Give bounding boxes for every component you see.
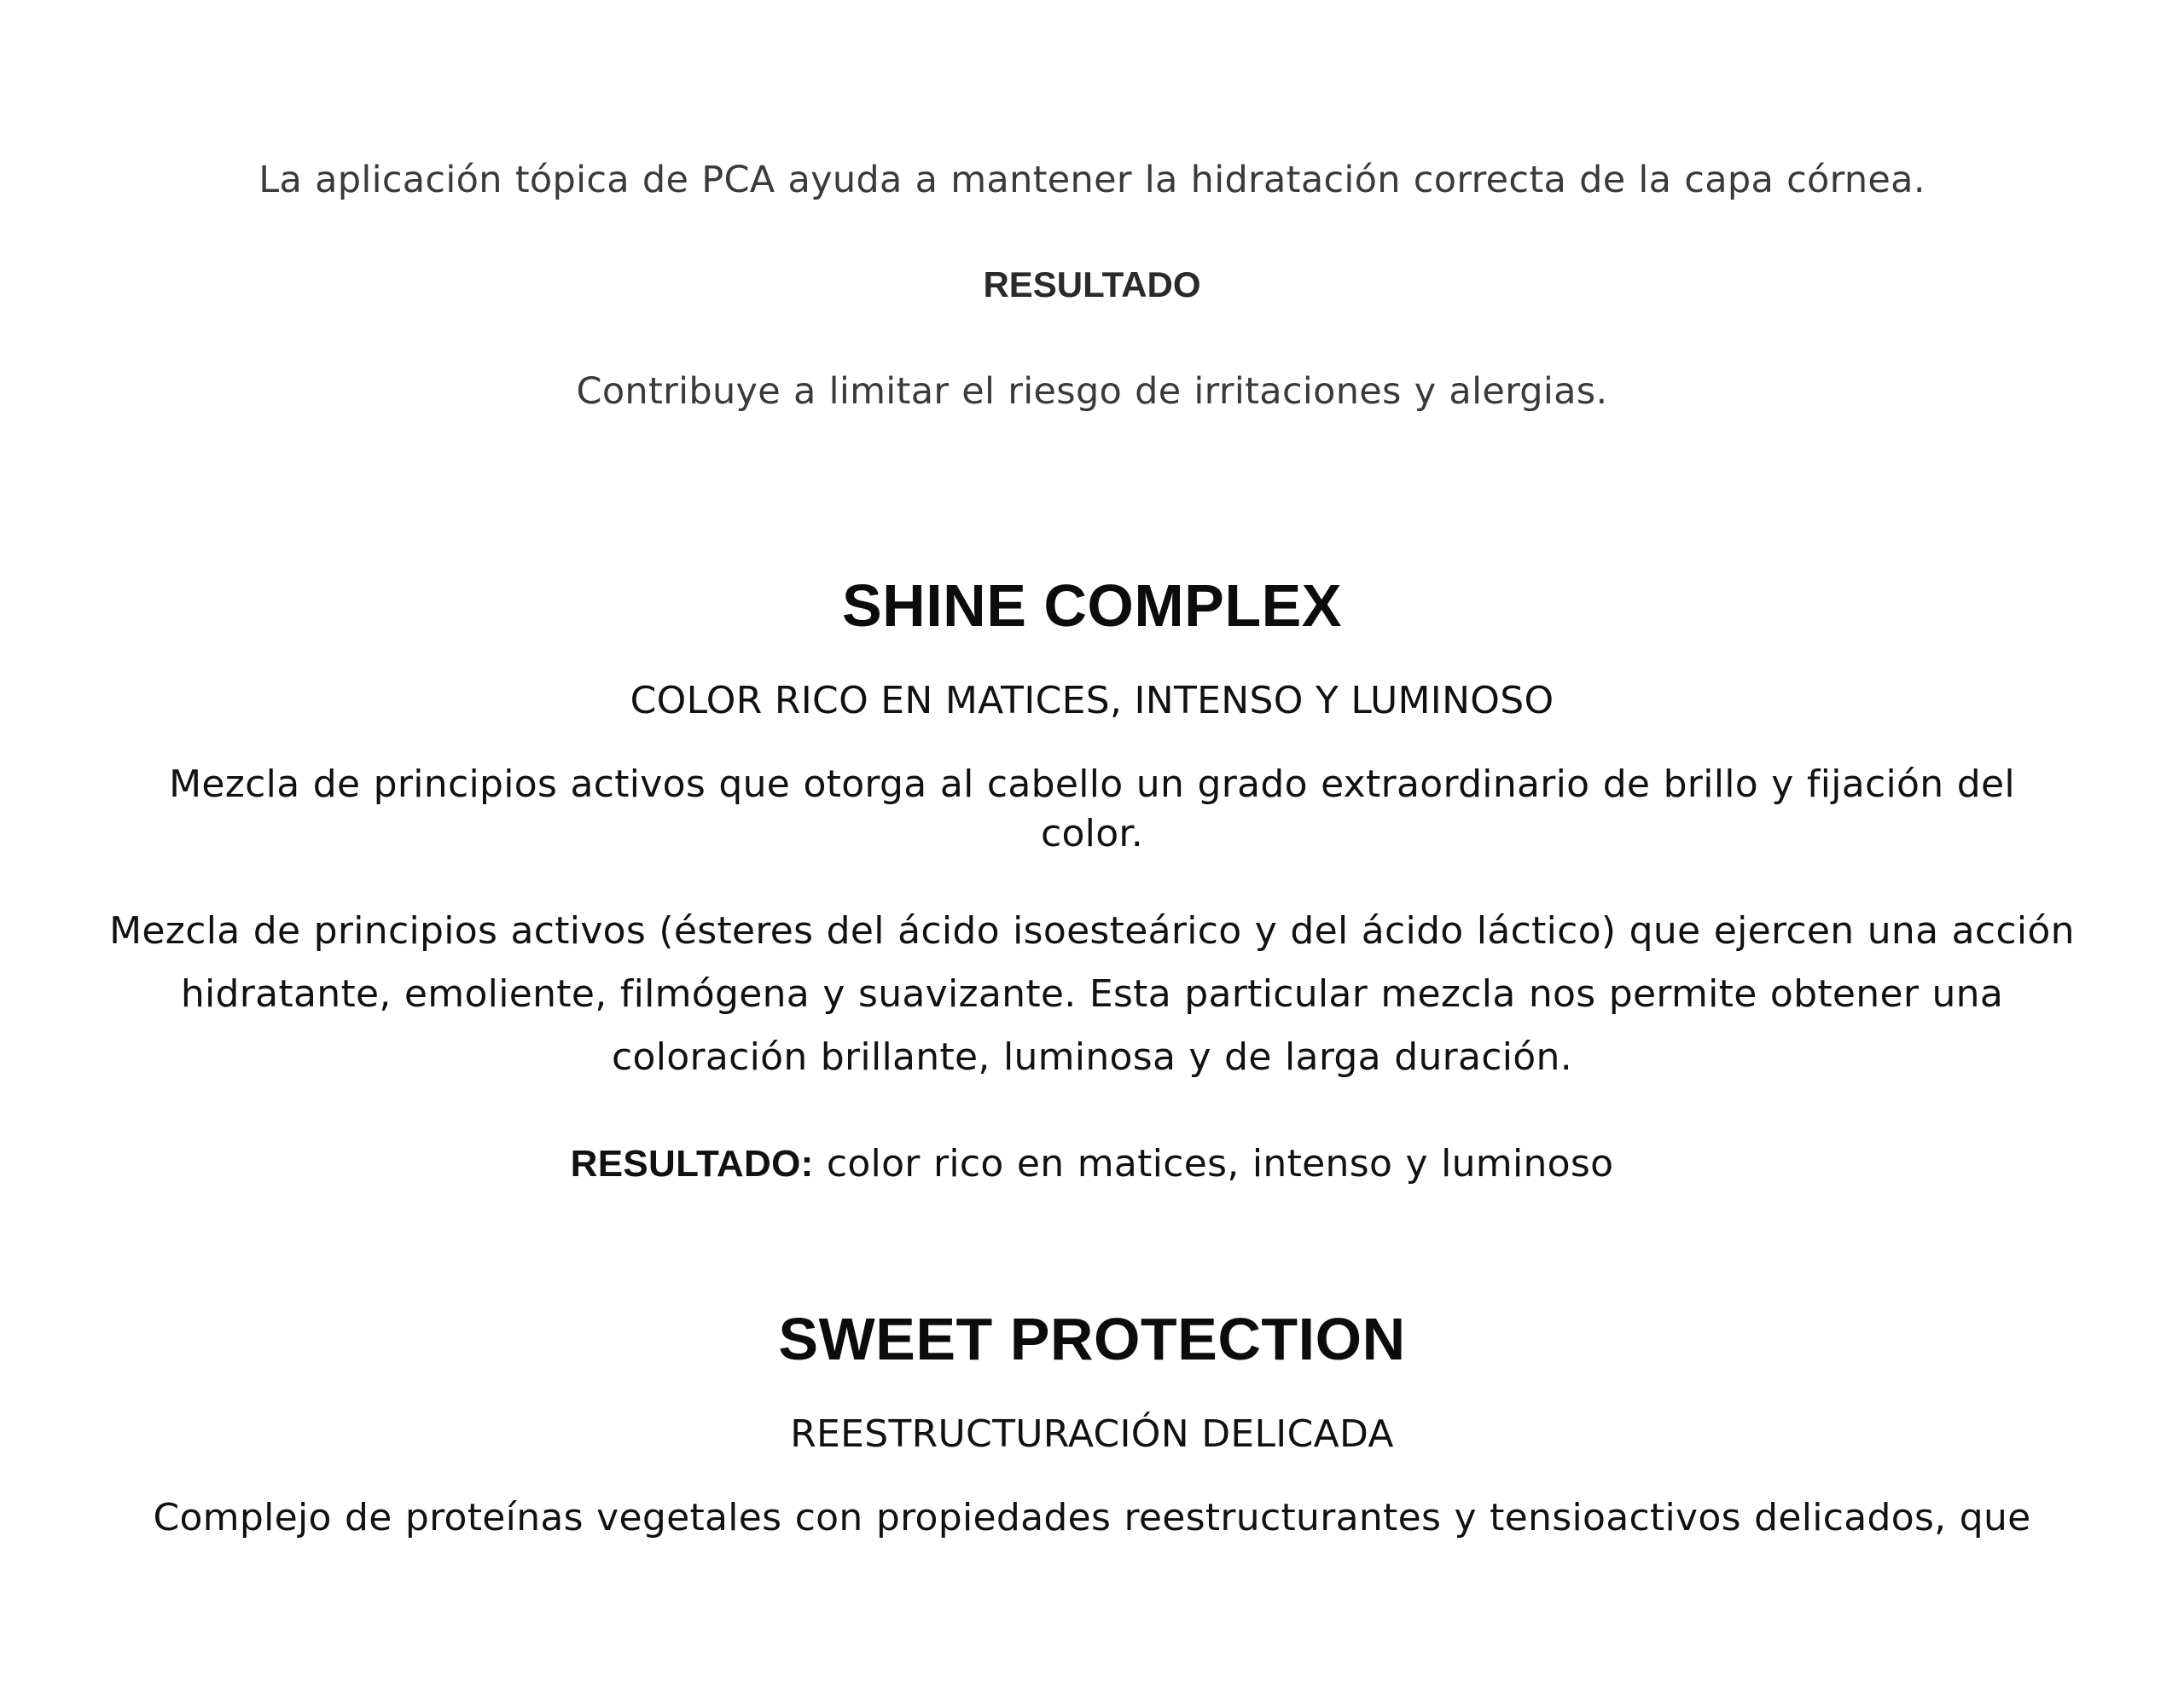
sweet-protection-subtitle: REESTRUCTURACIÓN DELICADA <box>790 1412 1394 1456</box>
shine-complex-detail-line: Mezcla de principios activos (ésteres del ácido isoesteárico y del ácido láctico) que ejercen una acción <box>109 909 2075 953</box>
sweet-protection-title: SWEET PROTECTION <box>778 1306 1406 1372</box>
intro-result-text: Contribuye a limitar el riesgo de irritaciones y alergias. <box>576 370 1608 413</box>
shine-complex-description-line: Mezcla de principios activos que otorga al cabello un grado extraordinario de brillo y fijación del <box>169 762 2015 806</box>
shine-complex-subtitle: COLOR RICO EN MATICES, INTENSO Y LUMINOSO <box>630 679 1554 722</box>
shine-complex-result <box>0 1142 2184 1186</box>
shine-complex-result-label: RESULTADO: <box>570 1143 814 1185</box>
sweet-protection-description-line: Complejo de proteínas vegetales con propiedades reestructurantes y tensioactivos delicados, que <box>153 1496 2031 1539</box>
intro-paragraph: La aplicación tópica de PCA ayuda a mantener la hidratación correcta de la capa córnea. <box>258 159 1926 201</box>
intro-result-heading: RESULTADO <box>983 264 1201 304</box>
shine-complex-detail-line: coloración brillante, luminosa y de larga duración. <box>611 1035 1572 1079</box>
shine-complex-detail-line: hidratante, emoliente, filmógena y suavizante. Esta particular mezcla nos permite obtener una <box>180 972 2004 1016</box>
shine-complex-title: SHINE COMPLEX <box>841 572 1343 639</box>
shine-complex-description-line: color. <box>1040 812 1144 855</box>
shine-complex-result-text: color rico en matices, intenso y luminoso <box>813 1142 1614 1186</box>
